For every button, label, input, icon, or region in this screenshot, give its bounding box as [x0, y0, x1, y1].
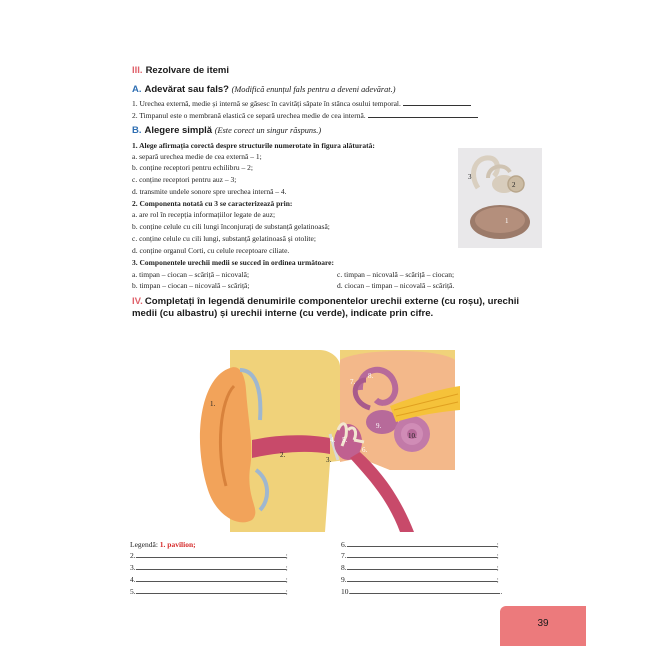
legend-row-left-4: 4. ; [130, 575, 288, 584]
true-false-item-2 [132, 110, 478, 120]
inner-ear-photo [458, 148, 542, 248]
legend-first-answer: 1. pavilion; [159, 540, 196, 549]
question-3-option-b[interactable]: b. timpan – ciocan – nicovală – scăriță; [132, 281, 250, 290]
legend-title-row [130, 540, 196, 549]
diagram-label-6: 6. [362, 446, 368, 454]
ossicle-stapes-shape [354, 440, 364, 442]
ear-anatomy-diagram [190, 350, 470, 532]
question-1-stem: 1. Alege afirmația corectă despre structurile numerotate în figura alăturată: [132, 141, 375, 150]
legend-blank[interactable] [136, 551, 286, 558]
diagram-label-7: 7. [350, 378, 356, 386]
question-2-stem: 2. Componenta notată cu 3 se caracterizează prin: [132, 199, 293, 208]
part-b-title: Alegere simplă [144, 125, 213, 136]
question-2-option-c[interactable]: c. conține celule cu cili lungi, substanță gelatinoasă și otolite; [132, 234, 316, 243]
legend-row-left-5: 5. ; [130, 587, 288, 596]
diagram-label-4: 4. [330, 436, 336, 444]
legend-row-left-3: 3. ; [130, 563, 288, 572]
legend-blank[interactable] [347, 575, 497, 582]
diagram-label-2: 2. [280, 451, 286, 459]
legend-blank[interactable] [347, 540, 497, 547]
photo-label-3: 3 [468, 173, 472, 181]
legend-row-right-6: 6. ; [341, 540, 499, 549]
answer-blank[interactable] [368, 110, 478, 118]
part-b-hint: (Este corect un singur răspuns.) [214, 126, 322, 135]
diagram-label-3: 3. [326, 456, 332, 464]
section-3-number: III. [132, 65, 143, 76]
question-3-option-c[interactable]: c. timpan – nicovală – scăriță – ciocan; [337, 270, 455, 279]
legend-row-right-8: 8. ; [341, 563, 499, 572]
true-false-item-1-text: 1. Urechea externă, medie și internă se găsesc în cavități săpate în stânca osului temporal. [132, 99, 401, 108]
diagram-label-8: 8. [368, 372, 374, 380]
part-a-letter: A. [132, 84, 142, 95]
question-2-option-d[interactable]: d. conține organul Corti, cu celule receptoare ciliate. [132, 246, 290, 255]
legend-row-left-2: 2. ; [130, 551, 288, 560]
legend-blank[interactable] [350, 587, 500, 594]
photo-label-1: 1 [505, 217, 509, 225]
question-3-option-a[interactable]: a. timpan – ciocan – scăriță – nicovală; [132, 270, 250, 279]
question-1-option-c[interactable]: c. conține receptori pentru auz – 3; [132, 175, 237, 184]
section-3-title: Rezolvare de itemi [145, 65, 229, 76]
legend-row-right-9: 9. ; [341, 575, 499, 584]
true-false-item-1 [132, 98, 471, 108]
section-4-instructions [132, 296, 542, 319]
answer-blank[interactable] [403, 98, 471, 106]
legend-title: Legendă: [130, 540, 158, 549]
page-number-tab [500, 606, 586, 646]
section-4-text: Completați în legendă denumirile componentelor urechii externe (cu roșu), urechii medii (cu albastru) și urechii interne (cu verde), indicate prin cifre. [132, 296, 520, 319]
part-b-letter: B. [132, 125, 142, 136]
legend-row-right-7: 7. ; [341, 551, 499, 560]
legend-row-right-10: 10. . [341, 587, 503, 596]
legend-blank[interactable] [136, 563, 286, 570]
question-2-option-b[interactable]: b. conține celule cu cili lungi înconjurați de substanță gelatinoasă; [132, 222, 330, 231]
part-a-title: Adevărat sau fals? [144, 84, 229, 95]
legend-blank[interactable] [136, 587, 286, 594]
part-a-heading [132, 84, 395, 95]
diagram-label-10: 10. [408, 432, 417, 440]
question-1-option-a[interactable]: a. separă urechea medie de cea externă – 1; [132, 152, 262, 161]
part-b-heading [132, 125, 321, 136]
cochlea-shape [508, 176, 524, 192]
eardrum-inner-shape [475, 207, 525, 233]
page-number: 39 [537, 618, 549, 629]
diagram-label-5: 5. [342, 436, 348, 444]
question-3-stem: 3. Componentele urechii medii se succed în ordinea următoare: [132, 258, 334, 267]
true-false-item-2-text: 2. Timpanul este o membrană elastică ce separă urechea medie de cea internă. [132, 111, 366, 120]
diagram-label-9: 9. [376, 422, 382, 430]
question-1-option-b[interactable]: b. conține receptori pentru echilibru – 2; [132, 163, 253, 172]
photo-label-2: 2 [512, 181, 516, 189]
legend-blank[interactable] [136, 575, 286, 582]
part-a-hint: (Modifică enunțul fals pentru a deveni adevărat.) [231, 85, 396, 94]
question-2-option-a[interactable]: a. are rol în recepția informațiilor legate de auz; [132, 210, 276, 219]
question-3-option-d[interactable]: d. ciocan – timpan – nicovală – scăriță. [337, 281, 455, 290]
section-3-heading [132, 65, 229, 76]
section-4-number: IV. [132, 296, 143, 307]
legend-blank[interactable] [347, 551, 497, 558]
legend-blank[interactable] [347, 563, 497, 570]
diagram-label-1: 1. [210, 400, 216, 408]
question-1-option-d[interactable]: d. transmite undele sonore spre urechea internă – 4. [132, 187, 287, 196]
